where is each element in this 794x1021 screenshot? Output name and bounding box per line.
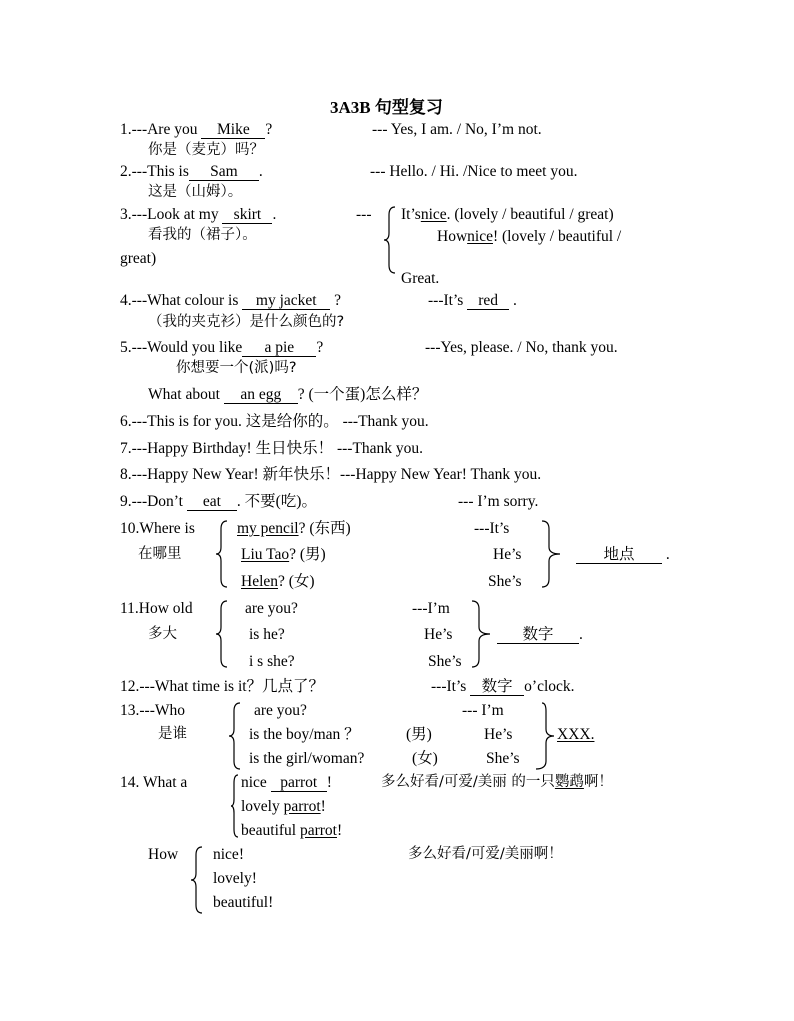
sentence-10-label: 10.Where is — [120, 520, 195, 537]
sentence-2-chinese: 这是（山姆）。 — [148, 184, 243, 200]
sentence-3-suffix: . — [272, 206, 277, 223]
sentence-15-line-2: lovely! — [213, 870, 257, 887]
sentence-4-answer-suffix: . — [513, 292, 517, 309]
sentence-3-answer-2 — [437, 229, 621, 245]
sentence-3-great-wrap: great) — [120, 250, 157, 267]
sentence-15-line-3: beautiful! — [213, 894, 274, 911]
sentence-3-prefix: 3.---Look at my — [120, 206, 223, 223]
sentence-9-answer: --- I’m sorry. — [458, 493, 539, 510]
sentence-14-line-3-word: parrot — [299, 822, 337, 839]
sentence-14-chinese-word: 鹦鹉 — [554, 774, 584, 790]
sentence-3-dash: --- — [356, 206, 372, 223]
sentence-5-blank: a pie — [242, 340, 316, 357]
sentence-11-item-3: i s she? — [249, 653, 295, 670]
sentence-14-line-1-suffix: ! — [326, 774, 332, 791]
sentence-5-answer: ---Yes, please. / No, thank you. — [425, 339, 618, 356]
sentence-2-answer: --- Hello. / Hi. /Nice to meet you. — [370, 163, 578, 180]
sentence-11-item-1: are you? — [245, 600, 298, 617]
sentence-14-line-1-prefix: nice — [241, 774, 271, 791]
sentence-10-left-brace — [215, 519, 229, 589]
sentence-13-item-3-chinese: (女) — [412, 750, 438, 767]
sentence-10-item-1 — [237, 521, 351, 537]
sentence-10-right-brace — [540, 519, 566, 589]
page-title: 3A3B 句型复习 — [330, 98, 443, 117]
sentence-3-answer-3: Great. — [401, 270, 440, 287]
sentence-10-item-2-word: Liu Tao — [241, 546, 290, 563]
sentence-14-line-2 — [241, 799, 326, 815]
sentence-1-question — [120, 122, 272, 139]
sentence-3-answer-1-prefix: It’s — [401, 206, 421, 223]
sentence-10-answer-2: He’s — [493, 546, 522, 563]
sentence-14-label: 14. What a — [120, 774, 188, 791]
sentence-2-prefix: 2.---This is — [120, 163, 189, 180]
sentence-15-line-1: nice! — [213, 846, 244, 863]
sentence-15-label: How — [148, 846, 179, 863]
sentence-13-chinese: 是谁 — [158, 726, 187, 742]
sentence-3-answer-1 — [401, 207, 614, 223]
sentence-13-answer-2: He’s — [484, 726, 513, 743]
sentence-13-item-2: is the boy/man ？ — [249, 726, 360, 743]
sentence-13-item-2-chinese: (男) — [406, 726, 432, 743]
sentence-13-answer-name: XXX. — [557, 726, 595, 743]
sentence-10-item-2 — [241, 547, 326, 563]
sentence-5-what-about-blank: an egg — [224, 387, 298, 404]
sentence-12-answer-suffix: o’clock. — [524, 678, 575, 695]
sentence-14-line-2-suffix: ! — [320, 798, 326, 815]
sentence-4-prefix: 4.---What colour is — [120, 292, 243, 309]
sentence-12-answer — [431, 679, 575, 696]
sentence-14-line-3-prefix: beautiful — [241, 822, 300, 839]
sentence-10-item-1-word: my pencil — [237, 520, 299, 537]
sentence-14-chinese-suffix: 啊！ — [583, 774, 613, 790]
sentence-1-chinese: 你是（麦克）吗？ — [148, 142, 264, 158]
sentence-4-chinese: （我的夹克衫）是什么颜色的? — [148, 314, 345, 330]
sentence-4-answer-prefix: ---It’s — [428, 292, 468, 309]
sentence-3-answer-2-suffix: ! (lovely / beautiful / — [492, 228, 622, 245]
sentence-1-blank: Mike — [201, 122, 265, 139]
sentence-10-answer-1: ---It’s — [474, 520, 510, 537]
sentence-14-line-1-word: parrot — [271, 775, 327, 792]
sentence-5-what-about-prefix: What about — [148, 386, 224, 403]
sentence-15-brace — [190, 845, 204, 915]
sentence-5-what-about-suffix: ? (一个蛋)怎么样？ — [297, 386, 428, 403]
sentence-15-chinese: 多么好看/可爱/美丽啊！ — [408, 846, 563, 862]
sentence-11-left-brace — [215, 599, 229, 669]
sentence-13-label: 13.---Who — [120, 702, 185, 719]
sentence-11-answer-number-blank: 数字 — [497, 627, 579, 644]
sentence-10-item-3-suffix: ? (女) — [278, 573, 315, 590]
sentence-11-answer-3: She’s — [428, 653, 462, 670]
sentence-8: 8.---Happy New Year! 新年快乐！---Happy New Year! Thank you. — [120, 466, 542, 483]
sentence-1-suffix: ? — [265, 121, 273, 138]
sentence-4-answer-blank: red — [467, 293, 509, 310]
sentence-10-chinese: 在哪里 — [138, 546, 182, 562]
sentence-14-line-2-prefix: lovely — [241, 798, 284, 815]
sentence-11-answer-2: He’s — [424, 626, 453, 643]
sentence-3-question — [120, 207, 276, 224]
sentence-3-brace — [383, 205, 397, 275]
sentence-11-item-2: is he? — [249, 626, 285, 643]
sentence-5-prefix: 5.---Would you like — [120, 339, 243, 356]
sentence-4-suffix: ? — [334, 292, 342, 309]
sentence-12-answer-blank: 数字 — [470, 679, 524, 696]
sentence-14-brace — [230, 773, 240, 839]
sentence-10-answer-place-blank: 地点 — [576, 547, 662, 564]
sentence-11-answer-number: 数字 . — [497, 627, 583, 644]
sentence-1-answer: --- Yes, I am. / No, I’m not. — [372, 121, 542, 138]
sentence-6: 6.---This is for you. 这是给你的。 ---Thank you. — [120, 413, 429, 430]
sentence-11-label: 11.How old — [120, 600, 193, 617]
sentence-5-suffix: ? — [316, 339, 324, 356]
sentence-9-prefix: 9.---Don’t — [120, 493, 187, 510]
sentence-10-item-3-word: Helen — [241, 573, 279, 590]
sentence-5-what-about — [148, 387, 427, 404]
sentence-13-answer-1: --- I’m — [462, 702, 504, 719]
sentence-3-chinese: 看我的（裙子）。 — [148, 227, 257, 243]
sentence-14-chinese-prefix: 多么好看/可爱/美丽 的一只 — [381, 774, 555, 790]
sentence-2-blank: Sam — [189, 164, 259, 181]
sentence-10-answer-place: 地点 . — [576, 547, 670, 564]
sentence-13-item-1: are you? — [254, 702, 307, 719]
sentence-13-item-3: is the girl/woman? — [249, 750, 365, 767]
sentence-5-chinese: 你想要一个(派)吗? — [176, 360, 297, 376]
sentence-14-chinese — [381, 775, 613, 790]
sentence-10-item-2-suffix: ? (男) — [289, 546, 326, 563]
sentence-11-chinese: 多大 — [148, 626, 177, 642]
sentence-7: 7.---Happy Birthday! 生日快乐！ ---Thank you. — [120, 440, 424, 457]
sentence-1-prefix: 1.---Are you — [120, 121, 202, 138]
sentence-3-answer-2-word: nice — [467, 228, 493, 245]
sentence-3-answer-2-prefix: How — [437, 228, 468, 245]
sentence-4-question — [120, 293, 341, 310]
sentence-13-answer-3: She’s — [486, 750, 520, 767]
sentence-2-question — [120, 164, 263, 181]
sentence-14-line-2-word: parrot — [283, 798, 321, 815]
sentence-14-line-1 — [241, 775, 332, 792]
sentence-14-line-3 — [241, 823, 342, 839]
sentence-12-answer-prefix: ---It’s — [431, 678, 471, 695]
sentence-10-item-3 — [241, 574, 315, 590]
sentence-12-question: 12.---What time is it？几点了？ — [120, 678, 325, 695]
sentence-2-suffix: . — [258, 163, 263, 180]
sentence-10-answer-3: She’s — [488, 573, 522, 590]
sentence-13-left-brace — [228, 701, 242, 771]
sentence-4-blank: my jacket — [242, 293, 330, 310]
sentence-3-blank: skirt — [222, 207, 272, 224]
sentence-5-question — [120, 340, 323, 357]
sentence-9-blank: eat — [187, 494, 237, 511]
sentence-11-right-brace — [470, 599, 496, 669]
sentence-13-right-brace — [534, 701, 556, 771]
sentence-4-answer — [428, 293, 517, 310]
sentence-14-line-3-suffix: ! — [336, 822, 343, 839]
sentence-9 — [120, 494, 317, 511]
sentence-3-answer-1-suffix: . (lovely / beautiful / great) — [446, 206, 614, 223]
sentence-9-suffix: . 不要(吃)。 — [236, 493, 317, 510]
sentence-3-answer-1-word: nice — [420, 206, 447, 223]
sentence-11-answer-1: ---I’m — [412, 600, 450, 617]
sentence-10-item-1-suffix: ? (东西) — [298, 520, 351, 537]
